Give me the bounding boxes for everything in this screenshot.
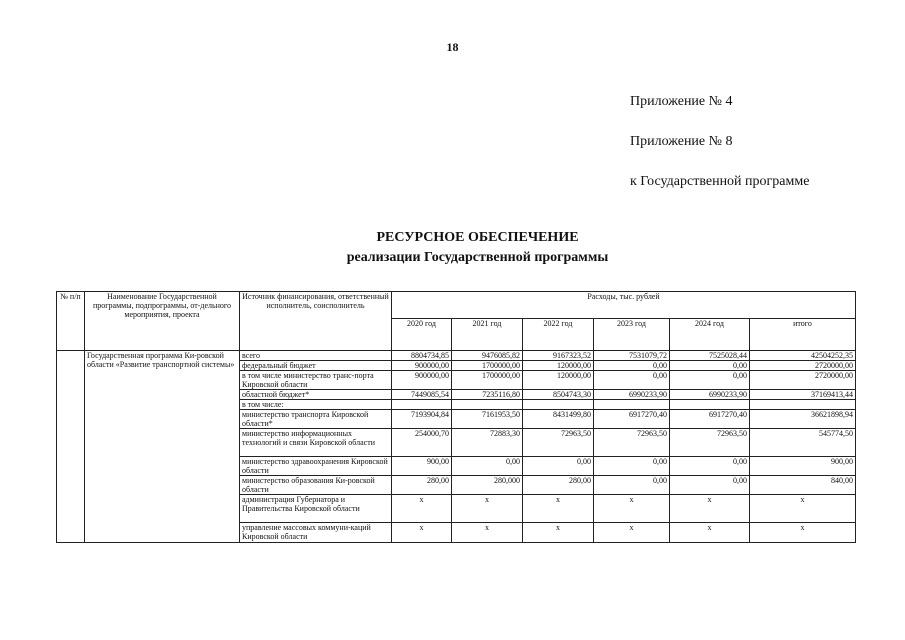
value-cell: 2720000,00 [750,361,856,371]
table-row [57,351,856,361]
value-cell [750,400,856,410]
value-cell: 0,00 [670,476,750,495]
document-subtitle: реализации Государственной программы [346,250,609,265]
value-cell: x [750,523,856,543]
appendix-number-8: Приложение № 8 [630,134,733,149]
value-cell: x [523,495,594,523]
source-cell: министерство здравоохранения Кировской области [240,457,392,476]
value-cell: 280,00 [392,476,452,495]
source-cell: федеральный бюджет [240,361,392,371]
header-number: № п/п [57,292,85,351]
value-cell: 545774,50 [750,429,856,457]
value-cell [392,400,452,410]
value-cell: 7161953,50 [452,410,523,429]
value-cell: 42504252,35 [750,351,856,361]
source-cell: управление массовых коммуни-каций Кировской области [240,523,392,543]
value-cell: 72963,50 [670,429,750,457]
source-cell: министерство транспорта Кировской области* [240,410,392,429]
value-cell: 6990233,90 [670,390,750,400]
value-cell: 0,00 [670,361,750,371]
header-year-2023: 2023 год [594,319,670,351]
value-cell: 120000,00 [523,371,594,390]
value-cell: 0,00 [523,457,594,476]
header-source: Источник финансирования, ответственный исполнитель, соисполнитель [240,292,392,351]
value-cell: x [392,523,452,543]
value-cell: 0,00 [594,371,670,390]
value-cell: 900,00 [392,457,452,476]
value-cell: x [523,523,594,543]
value-cell: 8504743,30 [523,390,594,400]
value-cell: 7235116,80 [452,390,523,400]
value-cell: 72963,50 [523,429,594,457]
value-cell: x [594,495,670,523]
value-cell: 7531079,72 [594,351,670,361]
value-cell: 0,00 [594,457,670,476]
header-year-2021: 2021 год [452,319,523,351]
source-cell: всего [240,351,392,361]
row-number-cell [57,351,85,543]
value-cell: 840,00 [750,476,856,495]
value-cell: 120000,00 [523,361,594,371]
header-year-2022: 2022 год [523,319,594,351]
value-cell: x [392,495,452,523]
value-cell: 2720000,00 [750,371,856,390]
value-cell [670,400,750,410]
value-cell: 254000,70 [392,429,452,457]
value-cell: 6990233,90 [594,390,670,400]
appendix-number-4: Приложение № 4 [630,94,733,109]
program-name-cell: Государственная программа Ки-ровской области «Развитие транспортной системы» [85,351,240,543]
header-total: итого [750,319,856,351]
source-cell: в том числе министерство транс-порта Кировской области [240,371,392,390]
value-cell: 0,00 [452,457,523,476]
source-cell: областной бюджет* [240,390,392,400]
value-cell: x [670,495,750,523]
value-cell: 7193904,84 [392,410,452,429]
value-cell: 900000,00 [392,371,452,390]
value-cell: x [750,495,856,523]
value-cell: 1700000,00 [452,361,523,371]
value-cell: 0,00 [670,371,750,390]
value-cell: x [594,523,670,543]
value-cell: 280,000 [452,476,523,495]
value-cell: 8431499,80 [523,410,594,429]
source-cell: министерство образования Ки-ровской области [240,476,392,495]
header-name: Наименование Государственной программы, подпрограммы, от-дельного мероприятия, проекта [85,292,240,351]
value-cell: 0,00 [594,476,670,495]
source-cell: министерство информационных технологий и связи Кировской области [240,429,392,457]
value-cell: 72883,30 [452,429,523,457]
value-cell: 72963,50 [594,429,670,457]
value-cell [452,400,523,410]
table-header-row [57,292,856,319]
value-cell: 900000,00 [392,361,452,371]
source-cell: в том числе: [240,400,392,410]
source-cell: администрация Губернатора и Правительства Кировской области [240,495,392,523]
value-cell: 900,00 [750,457,856,476]
value-cell: 36621898,94 [750,410,856,429]
document-title: РЕСУРСНОЕ ОБЕСПЕЧЕНИЕ [376,230,579,245]
page-number: 18 [446,40,459,54]
header-year-2020: 2020 год [392,319,452,351]
value-cell [594,400,670,410]
value-cell [523,400,594,410]
header-year-2024: 2024 год [670,319,750,351]
appendix-program-ref: к Государственной программе [630,174,810,189]
value-cell: 6917270,40 [594,410,670,429]
value-cell: 9167323,52 [523,351,594,361]
value-cell: x [452,523,523,543]
value-cell: 7449085,54 [392,390,452,400]
value-cell: 9476085,82 [452,351,523,361]
value-cell: 280,00 [523,476,594,495]
value-cell: 0,00 [594,361,670,371]
header-expenses: Расходы, тыс. рублей [392,292,856,319]
value-cell: 37169413,44 [750,390,856,400]
value-cell: 0,00 [670,457,750,476]
value-cell: 7525028,44 [670,351,750,361]
value-cell: 6917270,40 [670,410,750,429]
resource-table [56,291,856,543]
value-cell: x [452,495,523,523]
value-cell: x [670,523,750,543]
value-cell: 1700000,00 [452,371,523,390]
value-cell: 8804734,85 [392,351,452,361]
